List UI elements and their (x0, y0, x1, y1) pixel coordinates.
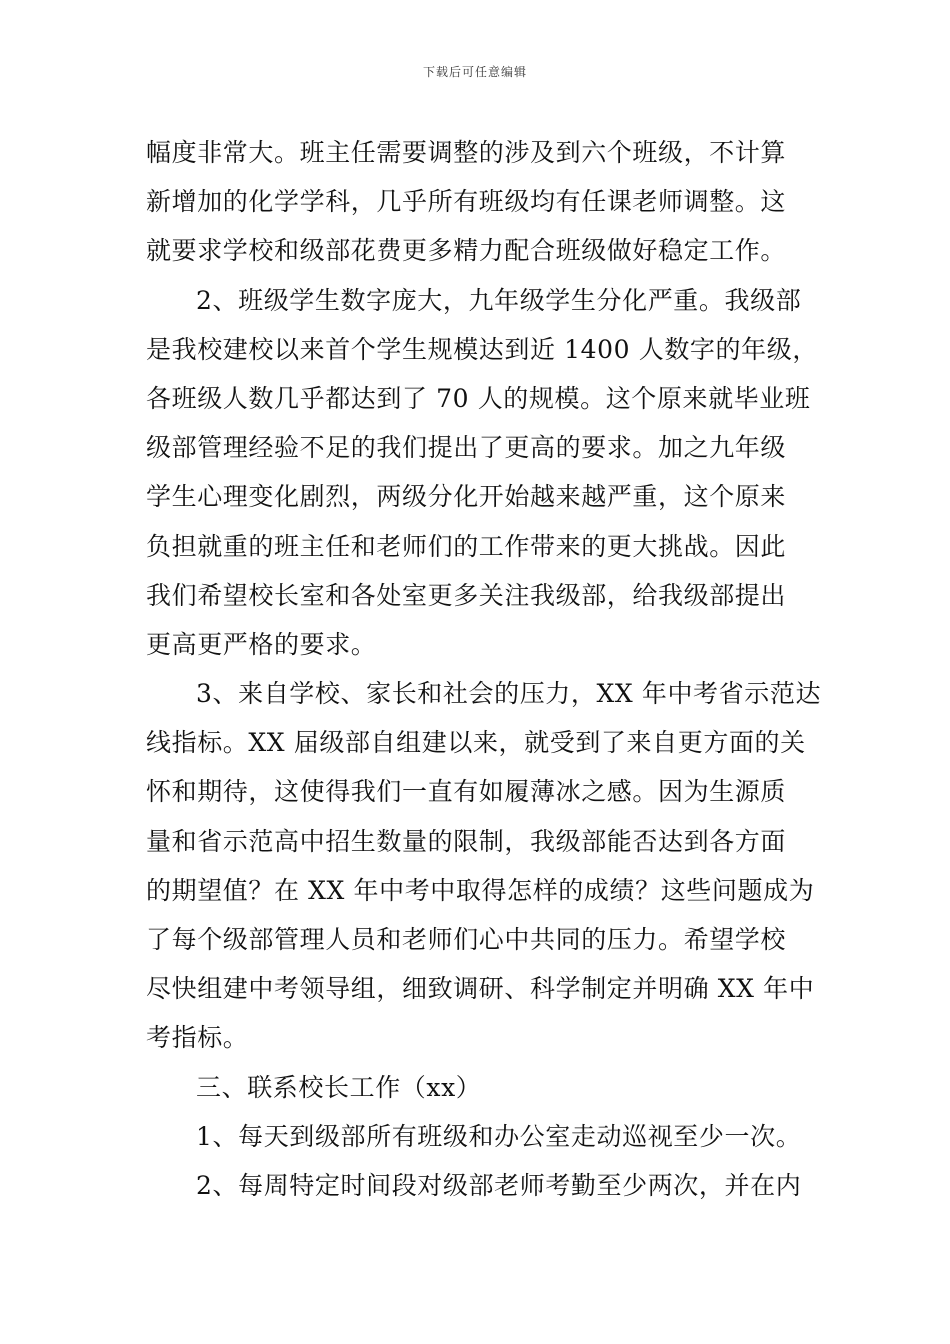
text-line: 考指标。 (146, 1023, 249, 1053)
section-heading: 三、联系校长工作（xx） (196, 1072, 482, 1102)
text-line: 线指标。XX 届级部自组建以来，就受到了来自更方面的关 (146, 728, 806, 758)
paragraph-start-line: 2、每周特定时间段对级部老师考勤至少两次，并在内 (196, 1170, 802, 1200)
text-line: 负担就重的班主任和老师们的工作带来的更大挑战。因此 (146, 531, 787, 561)
text-line: 学生心理变化剧烈，两级分化开始越来越严重，这个原来 (146, 482, 787, 512)
text-line: 量和省示范高中招生数量的限制，我级部能否达到各方面 (146, 826, 787, 856)
text-line: 的期望值？在 XX 年中考中取得怎样的成绩？这些问题成为 (146, 875, 815, 905)
paragraph-start-line: 3、来自学校、家长和社会的压力，XX 年中考省示范达 (196, 679, 822, 709)
paragraph-start-line: 2、班级学生数字庞大，九年级学生分化严重。我级部 (196, 285, 802, 315)
text-line: 新增加的化学学科，几乎所有班级均有任课老师调整。这 (146, 187, 787, 217)
text-line: 我们希望校长室和各处室更多关注我级部，给我级部提出 (146, 580, 787, 610)
page-header: 下载后可任意编辑 (422, 65, 527, 79)
text-line: 是我校建校以来首个学生规模达到近 1400 人数字的年级， (146, 334, 818, 364)
text-line: 怀和期待，这使得我们一直有如履薄冰之感。因为生源质 (146, 777, 787, 807)
text-line: 就要求学校和级部花费更多精力配合班级做好稳定工作。 (146, 236, 787, 266)
document-body (146, 128, 822, 1210)
text-line: 各班级人数几乎都达到了 70 人的规模。这个原来就毕业班 (146, 383, 811, 413)
text-line: 了每个级部管理人员和老师们心中共同的压力。希望学校 (146, 925, 787, 954)
text-line: 级部管理经验不足的我们提出了更高的要求。加之九年级 (146, 433, 787, 463)
text-line: 尽快组建中考领导组，细致调研、科学制定并明确 XX 年中 (146, 974, 815, 1004)
text-line: 更高更严格的要求。 (146, 629, 377, 659)
paragraph-start-line: 1、每天到级部所有班级和办公室走动巡视至少一次。 (196, 1121, 802, 1151)
text-line: 幅度非常大。班主任需要调整的涉及到六个班级，不计算 (146, 138, 787, 167)
